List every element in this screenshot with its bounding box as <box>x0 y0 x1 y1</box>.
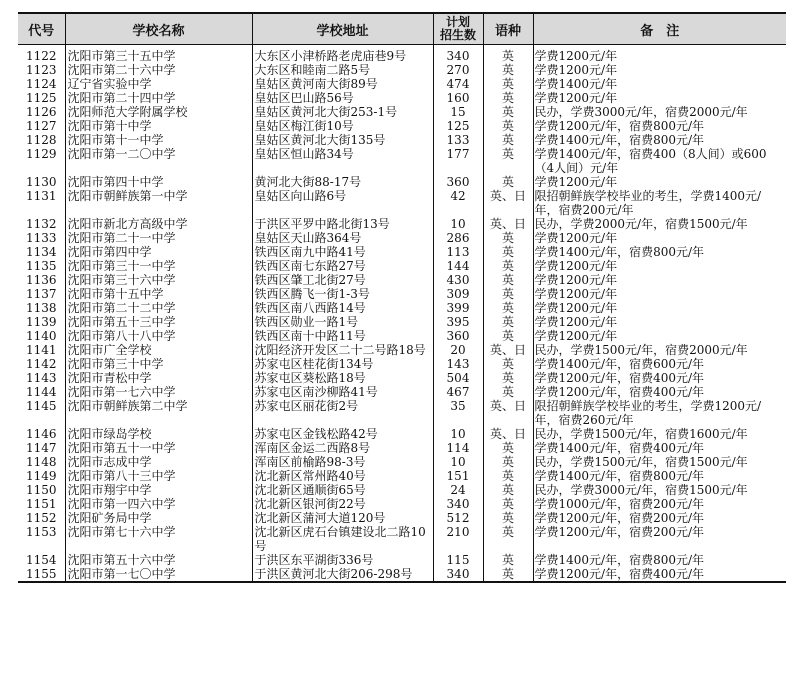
cell-code: 1155 <box>18 567 65 582</box>
cell-language: 英 <box>483 175 533 189</box>
table-row <box>18 399 786 427</box>
table-row <box>18 371 786 385</box>
cell-plan-enrollment: 512 <box>433 511 483 525</box>
header-school-address: 学校地址 <box>252 13 433 45</box>
cell-school-address: 苏家屯区葵松路18号 <box>252 371 433 385</box>
cell-code: 1122 <box>25 49 57 63</box>
cell-remarks: 学费1200元/年 <box>533 301 786 315</box>
cell-school-name: 沈阳市第八十八中学 <box>65 329 252 343</box>
cell-remarks: 学费1200元/年 <box>533 287 786 301</box>
cell-remarks: 学费1200元/年，宿费800元/年 <box>533 119 786 133</box>
cell-plan-enrollment: 467 <box>433 385 483 399</box>
cell-school-name: 沈阳市第十五中学 <box>65 287 252 301</box>
table-row <box>18 119 786 133</box>
cell-remarks: 学费1400元/年，宿费400（8人间）或600（4人间）元/年 <box>533 147 786 175</box>
table-row <box>18 469 786 483</box>
cell-code: 1151 <box>25 497 57 511</box>
cell-school-address: 铁西区南八西路14号 <box>252 301 433 315</box>
cell-school-name: 沈阳市绿岛学校 <box>65 427 252 441</box>
cell-language: 英 <box>483 49 533 63</box>
cell-school-address: 苏家屯区金钱松路42号 <box>252 427 433 441</box>
cell-plan-enrollment: 160 <box>433 91 483 105</box>
cell-language: 英 <box>483 259 533 273</box>
cell-school-name: 沈阳市第二十一中学 <box>65 231 252 245</box>
table-row <box>18 315 786 329</box>
cell-code: 1137 <box>25 287 57 301</box>
table-row <box>18 357 786 371</box>
cell-school-address: 皇姑区恒山路34号 <box>252 147 433 175</box>
table-row <box>18 553 786 567</box>
cell-school-address: 于洪区东平湖街336号 <box>252 553 433 567</box>
cell-language: 英 <box>483 525 533 553</box>
cell-school-address: 铁西区南七东路27号 <box>252 259 433 273</box>
cell-school-address: 皇姑区向山路6号 <box>252 189 433 217</box>
cell-language: 英 <box>483 455 533 469</box>
cell-remarks: 学费1400元/年，宿费800元/年 <box>533 133 786 147</box>
cell-school-address: 沈北新区银河街22号 <box>252 497 433 511</box>
cell-language: 英 <box>483 133 533 147</box>
cell-remarks: 民办，学费3000元/年，宿费2000元/年 <box>533 105 786 119</box>
cell-school-address: 沈北新区通顺街65号 <box>252 483 433 497</box>
cell-remarks: 学费1200元/年，宿费400元/年 <box>533 385 786 399</box>
table-row <box>18 77 786 91</box>
header-language: 语种 <box>483 13 533 45</box>
cell-school-address: 铁西区勋业一路1号 <box>252 315 433 329</box>
cell-code: 1144 <box>25 385 57 399</box>
cell-school-address: 皇姑区天山路364号 <box>252 231 433 245</box>
cell-remarks: 学费1200元/年，宿费200元/年 <box>533 525 786 553</box>
cell-plan-enrollment: 430 <box>433 273 483 287</box>
table-row <box>18 217 786 231</box>
cell-plan-enrollment: 10 <box>433 427 483 441</box>
cell-school-address: 皇姑区巴山路56号 <box>252 91 433 105</box>
cell-remarks: 学费1200元/年 <box>533 49 786 63</box>
cell-school-name: 沈阳市第二十二中学 <box>65 301 252 315</box>
cell-school-name: 辽宁省实验中学 <box>65 77 252 91</box>
cell-remarks: 民办，学费1500元/年，宿费1500元/年 <box>533 455 786 469</box>
cell-plan-enrollment: 340 <box>433 567 483 582</box>
table-row <box>18 483 786 497</box>
cell-school-address: 沈北新区虎石台镇建设北二路10号 <box>252 525 433 553</box>
cell-remarks: 限招朝鲜族学校毕业的考生，学费1200元/年，宿费260元/年 <box>533 399 786 427</box>
cell-school-name: 沈阳市第一二〇中学 <box>65 147 252 175</box>
table-header-row <box>18 13 786 45</box>
cell-school-address: 苏家屯区丽花街2号 <box>252 399 433 427</box>
cell-plan-enrollment: 113 <box>433 245 483 259</box>
cell-remarks: 学费1400元/年，宿费400元/年 <box>533 441 786 455</box>
cell-school-name: 沈阳市第十中学 <box>65 119 252 133</box>
cell-language: 英 <box>483 567 533 582</box>
cell-code: 1127 <box>25 119 57 133</box>
cell-school-name: 沈阳市第三十六中学 <box>65 273 252 287</box>
cell-code: 1139 <box>25 315 57 329</box>
cell-school-name: 沈阳市第一七〇中学 <box>65 567 252 582</box>
header-code: 代号 <box>18 13 65 45</box>
cell-language: 英 <box>483 63 533 77</box>
cell-plan-enrollment: 133 <box>433 133 483 147</box>
cell-school-address: 皇姑区黄河北大街135号 <box>252 133 433 147</box>
cell-language: 英 <box>483 91 533 105</box>
cell-school-address: 苏家屯区南沙柳路41号 <box>252 385 433 399</box>
cell-school-name: 沈阳市翔宇中学 <box>65 483 252 497</box>
cell-plan-enrollment: 151 <box>433 469 483 483</box>
cell-plan-enrollment: 395 <box>433 315 483 329</box>
cell-school-address: 于洪区黄河北大街206-298号 <box>252 567 433 582</box>
cell-plan-enrollment: 125 <box>433 119 483 133</box>
cell-code: 1129 <box>25 147 57 161</box>
cell-code: 1148 <box>25 455 57 469</box>
cell-remarks: 学费1400元/年，宿费800元/年 <box>533 245 786 259</box>
header-plan-enrollment <box>433 13 483 45</box>
cell-remarks: 学费1200元/年 <box>533 91 786 105</box>
cell-code: 1147 <box>25 441 57 455</box>
cell-school-name: 沈阳市朝鲜族第二中学 <box>65 399 252 427</box>
cell-school-name: 沈阳市第五十六中学 <box>65 553 252 567</box>
cell-plan-enrollment: 210 <box>433 525 483 553</box>
cell-code: 1138 <box>25 301 57 315</box>
header-remarks: 备 注 <box>533 13 786 45</box>
cell-school-name: 沈阳市志成中学 <box>65 455 252 469</box>
cell-remarks: 学费1400元/年 <box>533 77 786 91</box>
cell-language: 英 <box>483 441 533 455</box>
cell-school-address: 皇姑区黄河南大街89号 <box>252 77 433 91</box>
table-row <box>18 511 786 525</box>
table-row <box>18 49 786 63</box>
cell-plan-enrollment: 144 <box>433 259 483 273</box>
cell-plan-enrollment: 309 <box>433 287 483 301</box>
table-row <box>18 259 786 273</box>
cell-school-name: 沈阳市朝鲜族第一中学 <box>65 189 252 217</box>
cell-language: 英 <box>483 497 533 511</box>
cell-school-name: 沈阳师范大学附属学校 <box>65 105 252 119</box>
cell-school-name: 沈阳市第八十三中学 <box>65 469 252 483</box>
cell-code: 1154 <box>25 553 57 567</box>
cell-code: 1126 <box>25 105 57 119</box>
cell-plan-enrollment: 42 <box>433 189 483 217</box>
cell-language: 英 <box>483 119 533 133</box>
cell-language: 英 <box>483 105 533 119</box>
cell-language: 英、日 <box>483 189 533 217</box>
cell-school-name: 沈阳市第七十六中学 <box>65 525 252 553</box>
cell-remarks: 学费1200元/年 <box>533 175 786 189</box>
cell-school-name: 沈阳市新北方高级中学 <box>65 217 252 231</box>
cell-school-name: 沈阳矿务局中学 <box>65 511 252 525</box>
cell-language: 英、日 <box>483 343 533 357</box>
cell-school-name: 沈阳市第三十一中学 <box>65 259 252 273</box>
cell-school-address: 浑南区金运二西路8号 <box>252 441 433 455</box>
table-row <box>18 147 786 175</box>
cell-school-address: 皇姑区梅江街10号 <box>252 119 433 133</box>
cell-plan-enrollment: 340 <box>433 497 483 511</box>
cell-school-address: 于洪区平罗中路北街13号 <box>252 217 433 231</box>
cell-code: 1140 <box>25 329 57 343</box>
cell-remarks: 学费1200元/年 <box>533 63 786 77</box>
cell-code: 1142 <box>25 357 57 371</box>
cell-language: 英 <box>483 273 533 287</box>
cell-plan-enrollment: 360 <box>433 175 483 189</box>
cell-language: 英 <box>483 329 533 343</box>
table-row <box>18 91 786 105</box>
cell-plan-enrollment: 15 <box>433 105 483 119</box>
cell-remarks: 学费1200元/年 <box>533 259 786 273</box>
cell-code: 1150 <box>25 483 57 497</box>
table-row <box>18 497 786 511</box>
cell-language: 英 <box>483 301 533 315</box>
cell-language: 英 <box>483 385 533 399</box>
cell-school-address: 沈北新区蒲河大道120号 <box>252 511 433 525</box>
cell-school-address: 浑南区前榆路98-3号 <box>252 455 433 469</box>
cell-language: 英、日 <box>483 399 533 427</box>
cell-plan-enrollment: 20 <box>433 343 483 357</box>
cell-language: 英 <box>483 147 533 175</box>
cell-language: 英 <box>483 287 533 301</box>
table-row <box>18 273 786 287</box>
header-plan-line1: 计划 <box>445 15 470 29</box>
cell-remarks: 学费1200元/年，宿费400元/年 <box>533 567 786 582</box>
cell-school-name: 沈阳市第一四六中学 <box>65 497 252 511</box>
table-row <box>18 63 786 77</box>
cell-plan-enrollment: 399 <box>433 301 483 315</box>
cell-school-name: 沈阳市第五十一中学 <box>65 441 252 455</box>
cell-code: 1128 <box>25 133 57 147</box>
table-row <box>18 441 786 455</box>
cell-school-address: 皇姑区黄河北大街253-1号 <box>252 105 433 119</box>
cell-code: 1131 <box>25 189 57 203</box>
cell-school-address: 铁西区南九中路41号 <box>252 245 433 259</box>
cell-school-address: 大东区小津桥路老虎庙巷9号 <box>252 49 433 63</box>
cell-code: 1153 <box>25 525 57 539</box>
cell-school-name: 沈阳市第一七六中学 <box>65 385 252 399</box>
cell-code: 1130 <box>25 175 57 189</box>
cell-school-name: 沈阳市第三十五中学 <box>65 49 252 63</box>
table-row <box>18 343 786 357</box>
cell-language: 英、日 <box>483 217 533 231</box>
cell-school-address: 铁西区肇工北街27号 <box>252 273 433 287</box>
table-row <box>18 105 786 119</box>
cell-plan-enrollment: 504 <box>433 371 483 385</box>
cell-plan-enrollment: 143 <box>433 357 483 371</box>
cell-school-address: 沈北新区常州路40号 <box>252 469 433 483</box>
cell-school-address: 黄河北大街88-17号 <box>252 175 433 189</box>
header-school-name: 学校名称 <box>65 13 252 45</box>
cell-school-name: 沈阳市第三十中学 <box>65 357 252 371</box>
cell-language: 英 <box>483 483 533 497</box>
cell-language: 英 <box>483 371 533 385</box>
cell-remarks: 民办，学费1500元/年，宿费2000元/年 <box>533 343 786 357</box>
cell-code: 1135 <box>25 259 57 273</box>
cell-plan-enrollment: 360 <box>433 329 483 343</box>
table-row <box>18 455 786 469</box>
cell-remarks: 学费1200元/年，宿费200元/年 <box>533 511 786 525</box>
cell-plan-enrollment: 270 <box>433 63 483 77</box>
cell-remarks: 学费1200元/年 <box>533 315 786 329</box>
table-row <box>18 189 786 217</box>
cell-plan-enrollment: 474 <box>433 77 483 91</box>
cell-remarks: 学费1200元/年 <box>533 273 786 287</box>
cell-code: 1136 <box>25 273 57 287</box>
cell-remarks: 学费1400元/年，宿费800元/年 <box>533 553 786 567</box>
table-row <box>18 245 786 259</box>
cell-school-name: 沈阳市第十一中学 <box>65 133 252 147</box>
table-row <box>18 329 786 343</box>
table-row <box>18 567 786 582</box>
cell-code: 1149 <box>25 469 57 483</box>
cell-school-address: 铁西区南十中路11号 <box>252 329 433 343</box>
cell-language: 英 <box>483 357 533 371</box>
cell-code: 1133 <box>25 231 57 245</box>
cell-language: 英、日 <box>483 427 533 441</box>
cell-remarks: 学费1400元/年，宿费600元/年 <box>533 357 786 371</box>
cell-school-name: 沈阳市第四中学 <box>65 245 252 259</box>
cell-code: 1141 <box>25 343 57 357</box>
cell-remarks: 民办，学费2000元/年，宿费1500元/年 <box>533 217 786 231</box>
cell-plan-enrollment: 340 <box>433 49 483 63</box>
cell-language: 英 <box>483 245 533 259</box>
table-row <box>18 287 786 301</box>
cell-school-address: 沈阳经济开发区二十二号路18号 <box>252 343 433 357</box>
cell-plan-enrollment: 10 <box>433 217 483 231</box>
table-row <box>18 525 786 553</box>
table-row <box>18 385 786 399</box>
table-row <box>18 231 786 245</box>
cell-remarks: 民办，学费1500元/年，宿费1600元/年 <box>533 427 786 441</box>
cell-school-name: 沈阳市第二十四中学 <box>65 91 252 105</box>
cell-plan-enrollment: 114 <box>433 441 483 455</box>
cell-language: 英 <box>483 469 533 483</box>
cell-code: 1134 <box>25 245 57 259</box>
cell-code: 1124 <box>25 77 57 91</box>
cell-plan-enrollment: 286 <box>433 231 483 245</box>
cell-plan-enrollment: 10 <box>433 455 483 469</box>
table-row <box>18 427 786 441</box>
cell-school-name: 沈阳市第二十六中学 <box>65 63 252 77</box>
cell-plan-enrollment: 24 <box>433 483 483 497</box>
table-body <box>18 45 786 583</box>
cell-school-name: 沈阳市第五十三中学 <box>65 315 252 329</box>
header-plan-line2: 招生数 <box>439 28 476 42</box>
cell-language: 英 <box>483 553 533 567</box>
cell-language: 英 <box>483 77 533 91</box>
cell-code: 1145 <box>25 399 57 413</box>
cell-language: 英 <box>483 231 533 245</box>
cell-plan-enrollment: 177 <box>433 147 483 175</box>
cell-remarks: 学费1400元/年，宿费800元/年 <box>533 469 786 483</box>
table-row <box>18 175 786 189</box>
cell-school-address: 铁西区腾飞一街1-3号 <box>252 287 433 301</box>
cell-code: 1132 <box>25 217 57 231</box>
cell-remarks: 学费1200元/年，宿费400元/年 <box>533 371 786 385</box>
cell-remarks: 民办，学费3000元/年，宿费1500元/年 <box>533 483 786 497</box>
cell-code: 1125 <box>25 91 57 105</box>
cell-school-name: 沈阳市第四十中学 <box>65 175 252 189</box>
table-row <box>18 301 786 315</box>
cell-remarks: 学费1200元/年 <box>533 329 786 343</box>
cell-language: 英 <box>483 315 533 329</box>
table-row <box>18 133 786 147</box>
cell-code: 1152 <box>25 511 57 525</box>
admissions-table <box>18 12 786 583</box>
cell-remarks: 限招朝鲜族学校毕业的考生，学费1400元/年，宿费200元/年 <box>533 189 786 217</box>
cell-code: 1123 <box>25 63 57 77</box>
cell-plan-enrollment: 115 <box>433 553 483 567</box>
cell-school-name: 沈阳市青松中学 <box>65 371 252 385</box>
cell-code: 1146 <box>25 427 57 441</box>
cell-code: 1143 <box>25 371 57 385</box>
cell-school-address: 苏家屯区桂花街134号 <box>252 357 433 371</box>
cell-remarks: 学费1000元/年，宿费200元/年 <box>533 497 786 511</box>
cell-school-name: 沈阳市广全学校 <box>65 343 252 357</box>
admissions-table-sheet <box>18 12 786 688</box>
cell-language: 英 <box>483 511 533 525</box>
cell-school-address: 大东区和睦南二路5号 <box>252 63 433 77</box>
cell-remarks: 学费1200元/年 <box>533 231 786 245</box>
cell-plan-enrollment: 35 <box>433 399 483 427</box>
